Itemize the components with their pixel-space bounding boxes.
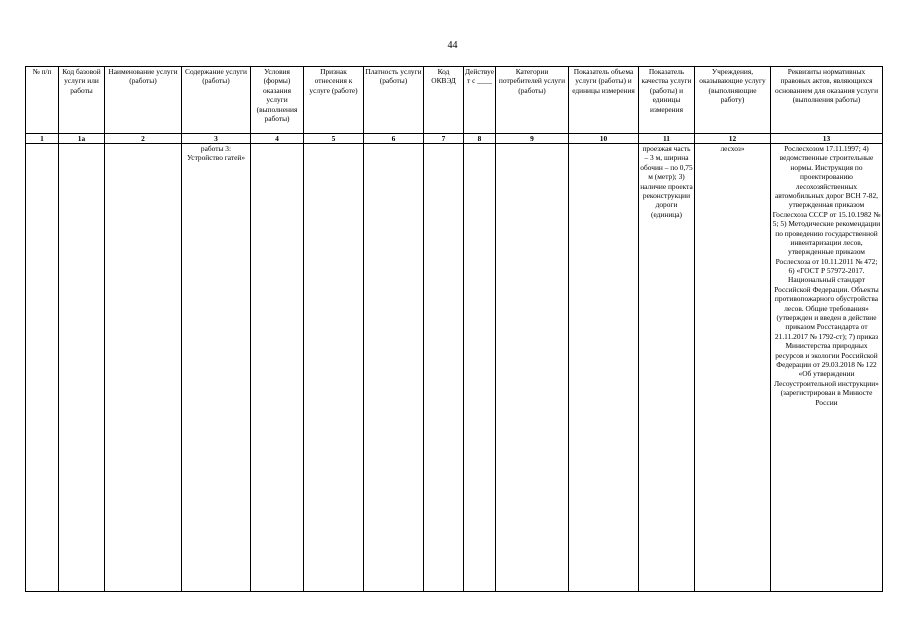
column-number-cell: 12: [695, 134, 771, 144]
column-number-cell: 9: [496, 134, 569, 144]
header-cell-payment: Платность услуги (работы): [364, 67, 424, 134]
table-header-row: [26, 67, 883, 134]
header-cell-attribute: Признак отнесения к услуге (работе): [304, 67, 364, 134]
cell-valid-from: [464, 144, 496, 592]
column-number-cell: 1: [26, 134, 59, 144]
cell-volume-indicator: [569, 144, 639, 592]
cell-consumers: [496, 144, 569, 592]
cell-quality-indicator: проезжая часть – 3 м, ширина обочин – по 0,75 м (метр); 3) наличие проекта реконструкции дороги (единица): [639, 144, 695, 592]
cell-conditions: [251, 144, 304, 592]
column-number-cell: 11: [639, 134, 695, 144]
cell-number: [26, 144, 59, 592]
column-number-cell: 3: [182, 134, 251, 144]
cell-legal-acts: Рослесхозом 17.11.1997; 4) ведомственные строительные нормы. Инструкция по проектированию лесохозяйственных автомобильных дорог ВСН 7-82, утвержденная приказом Гослесхоза СССР от 15.10.1982 № 5; 5) Методические рекомендации по проведению государственной инвентаризации лесов, утвержденные приказом Рослесхоза от 10.11.2011 № 472; 6) «ГОСТ Р 57972-2017. Национальный стандарт Российской Федерации. Объекты противопожарного обустройства лесов. Общие требования» (утвержден и введен в действие приказом Росстандарта от 21.11.2017 № 1792-ст); 7) приказ Министерства природных ресурсов и экологии Российской Федерации от 29.03.2018 № 122 «Об утверждении Лесоустроительной инструкции» (зарегистрирован в Минюсте России: [771, 144, 883, 592]
column-number-cell: 8: [464, 134, 496, 144]
column-number-cell: 6: [364, 134, 424, 144]
header-cell-service-name: Наименование услуги (работы): [105, 67, 182, 134]
cell-service-name: [105, 144, 182, 592]
page-number: 44: [447, 40, 458, 51]
table-row: [26, 144, 883, 592]
header-cell-legal-acts: Реквизиты нормативных правовых актов, являющихся основанием для оказания услуги (выполнения работы): [771, 67, 883, 134]
cell-payment: [364, 144, 424, 592]
cell-service-content: работы 3: Устройство гатей»: [182, 144, 251, 592]
header-cell-conditions: Условия (формы) оказания услуги (выполнения работы): [251, 67, 304, 134]
header-cell-valid-from: Действует с ____: [464, 67, 496, 134]
header-cell-service-content: Содержание услуги (работы): [182, 67, 251, 134]
cell-base-code: [59, 144, 105, 592]
cell-okved: [424, 144, 464, 592]
cell-institutions: лесхоз»: [695, 144, 771, 592]
header-cell-quality-indicator: Показатель качества услуги (работы) и единицы измерения: [639, 67, 695, 134]
column-number-cell: 10: [569, 134, 639, 144]
column-number-cell: 7: [424, 134, 464, 144]
column-number-cell: 2: [105, 134, 182, 144]
header-cell-institutions: Учреждения, оказывающие услугу (выполняющие работу): [695, 67, 771, 134]
column-number-cell: 5: [304, 134, 364, 144]
column-number-cell: 4: [251, 134, 304, 144]
cell-attribute: [304, 144, 364, 592]
header-cell-number: № п/п: [26, 67, 59, 134]
column-number-row: [26, 134, 883, 144]
column-number-cell: 13: [771, 134, 883, 144]
header-cell-volume-indicator: Показатель объема услуги (работы) и единицы измерения: [569, 67, 639, 134]
header-cell-okved: Код ОКВЭД: [424, 67, 464, 134]
header-cell-base-code: Код базовой услуги или работы: [59, 67, 105, 134]
services-registry-table: [25, 66, 883, 592]
header-cell-consumers: Категории потребителей услуги (работы): [496, 67, 569, 134]
column-number-cell: 1а: [59, 134, 105, 144]
